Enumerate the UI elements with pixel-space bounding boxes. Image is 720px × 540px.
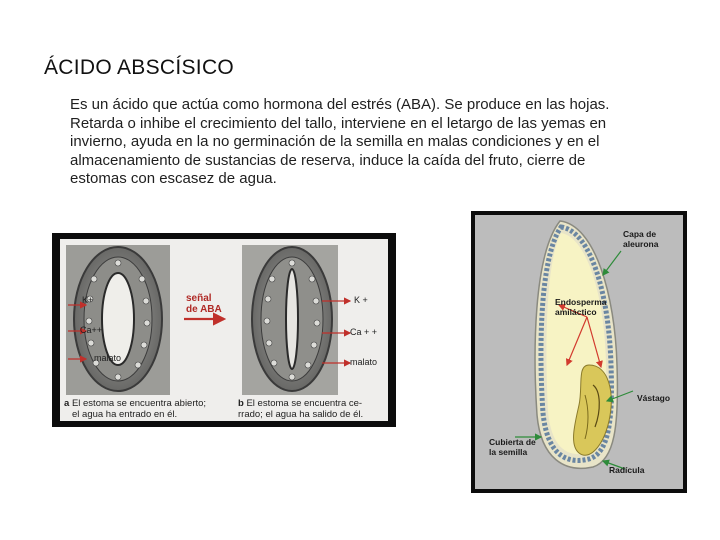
label-aleurone xyxy=(623,229,658,249)
label-seed-coat xyxy=(489,437,536,457)
label-line: Endosperma xyxy=(555,297,607,307)
caption-line xyxy=(64,398,206,409)
caption-line: el agua ha entrado en él. xyxy=(72,409,178,420)
label-line: Capa de xyxy=(623,229,657,239)
aba-arrow-label xyxy=(186,293,222,315)
label-endosperm xyxy=(555,297,607,317)
slide-paragraph xyxy=(70,96,670,189)
seed-figure xyxy=(471,211,687,493)
seed-figure-panel xyxy=(475,215,683,489)
stoma-pore-open xyxy=(102,273,134,365)
stomata-figure-panel xyxy=(60,239,388,421)
caption-letter-a: a xyxy=(64,398,70,409)
stomata-illustration xyxy=(60,239,388,421)
caption-open-stoma xyxy=(64,398,206,420)
ion-label-right-malato: malato xyxy=(350,357,378,367)
paragraph-line: estomas con escasez de agua. xyxy=(70,170,277,188)
caption-line xyxy=(238,398,363,409)
paragraph-line: invierno, ayuda en la no germinación de la semilla en malas condiciones y en el xyxy=(70,133,600,151)
ion-label-left-ca: Ca++ xyxy=(80,325,103,335)
caption-letter-b: b xyxy=(238,398,244,409)
paragraph-line: almacenamiento de sustancias de reserva, induce la caída del fruto, cierre de xyxy=(70,151,586,169)
paragraph-line: Retarda o inhibe el crecimiento del tallo, interviene en el letargo de las yemas en xyxy=(70,114,607,132)
label-line: amiláctico xyxy=(555,307,597,317)
ion-label-right-ca: Ca + + xyxy=(350,327,378,337)
label-line: Cubierta de xyxy=(489,437,536,447)
caption-text: El estoma se encuentra abierto; xyxy=(71,398,207,409)
caption-line: rrado; el agua ha salido de él. xyxy=(238,409,364,420)
caption-closed-stoma xyxy=(238,398,363,420)
stomata-figure xyxy=(52,233,396,427)
label-line: la semilla xyxy=(489,447,528,457)
aba-label-line: señal xyxy=(186,293,212,304)
label-line: aleurona xyxy=(623,239,659,249)
slide-title: ÁCIDO ABSCÍSICO xyxy=(44,56,235,79)
label-shoot: Vástago xyxy=(637,393,671,403)
ion-label-right-k: K + xyxy=(354,295,368,305)
caption-text: El estoma se encuentra ce- xyxy=(246,398,363,409)
ion-label-left-malato: malato xyxy=(94,353,122,363)
label-radicle: Radícula xyxy=(609,465,645,475)
stoma-pore-closed xyxy=(286,269,298,369)
aba-label-line: de ABA xyxy=(186,304,222,315)
paragraph-line: Es un ácido que actúa como hormona del estrés (ABA). Se produce en las hojas. xyxy=(70,96,610,113)
ion-label-left-k: K+ xyxy=(82,295,94,305)
